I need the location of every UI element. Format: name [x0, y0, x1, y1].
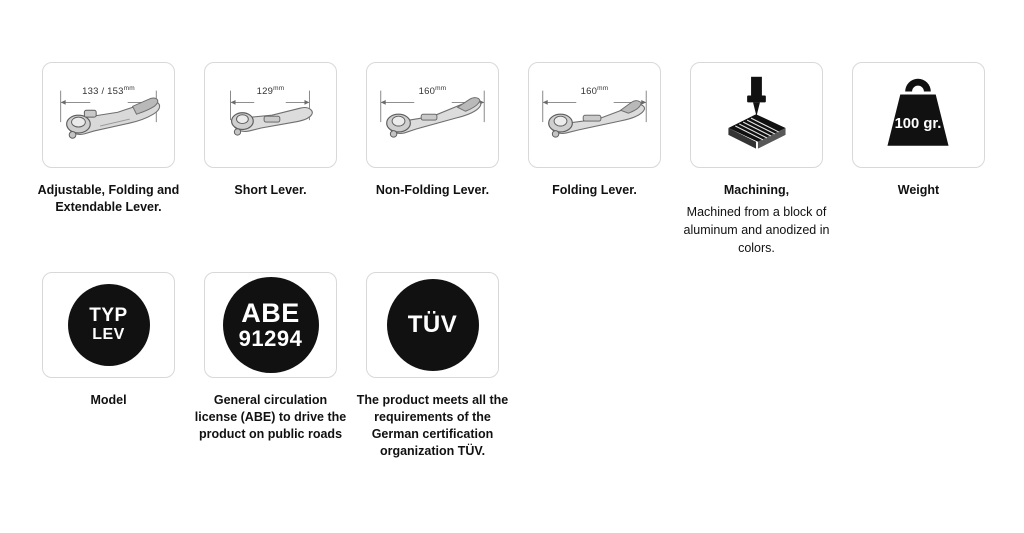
lever-body: [549, 101, 645, 138]
feature-caption: Machining,: [723, 183, 790, 197]
lever-drawing-adjustable: [43, 63, 174, 167]
feature-subcaption: Machined from a block of aluminum and anodized in colors.: [683, 204, 830, 256]
lever-drawing-non-folding: [367, 63, 498, 167]
feature-caption: Adjustable, Folding and Extendable Lever.: [37, 183, 180, 214]
feature-adjustable-folding-extendable-lever: [37, 62, 180, 216]
dimension-label: $129^{mm}$: [256, 85, 285, 98]
tuv-badge: [387, 279, 479, 371]
lever-illustration-tile: [42, 62, 175, 168]
dimension-label: $133 / 153^{mm}$: [82, 85, 135, 98]
feature-non-folding-lever: [366, 62, 499, 199]
feature-short-lever: [204, 62, 337, 199]
weight-illustration-tile: [852, 62, 985, 168]
lever-drawing-short: [205, 63, 336, 167]
badge-line-1: TYP: [89, 305, 128, 327]
feature-machining: [683, 62, 830, 257]
badge-line-1: TÜV: [407, 311, 458, 338]
feature-caption: Short Lever.: [234, 183, 307, 197]
lever-illustration-tile: [528, 62, 661, 168]
weight-icon: [853, 63, 984, 167]
feature-row-certifications: [42, 272, 528, 460]
lever-illustration-tile: [366, 62, 499, 168]
lever-body: [67, 98, 160, 138]
machining-illustration-tile: [690, 62, 823, 168]
feature-folding-lever: [528, 62, 661, 199]
feature-caption: Folding Lever.: [552, 183, 637, 197]
badge-line-2: LEV: [92, 326, 125, 344]
cnc-machining-icon: [691, 63, 822, 167]
typ-lev-badge: [68, 284, 150, 366]
feature-caption: Non-Folding Lever.: [375, 183, 490, 197]
model-badge-tile: [42, 272, 175, 378]
badge-line-2: 91294: [238, 325, 303, 351]
weight-value: 100 gr.: [894, 115, 942, 132]
feature-row-primary: [37, 62, 1014, 257]
feature-caption: The product meets all the requirements of the German certification organization TÜV.: [356, 393, 509, 458]
lever-body: [387, 98, 481, 137]
feature-caption: General circulation license (ABE) to drive the product on public roads: [194, 393, 347, 441]
badge-line-1: ABE: [241, 297, 300, 328]
dimension-label: $160^{mm}$: [418, 85, 447, 98]
feature-abe-certification: [194, 272, 347, 443]
feature-model: [42, 272, 175, 409]
dimension-label: $160^{mm}$: [580, 85, 609, 98]
tuv-badge-tile: [366, 272, 499, 378]
feature-caption: Weight: [897, 183, 940, 197]
feature-caption: Model: [90, 393, 127, 407]
abe-badge-tile: [204, 272, 337, 378]
abe-badge: [223, 277, 319, 373]
feature-tuv-certification: [356, 272, 509, 460]
lever-illustration-tile: [204, 62, 337, 168]
feature-weight: [852, 62, 985, 199]
lever-body: [232, 108, 313, 136]
lever-drawing-folding: [529, 63, 660, 167]
